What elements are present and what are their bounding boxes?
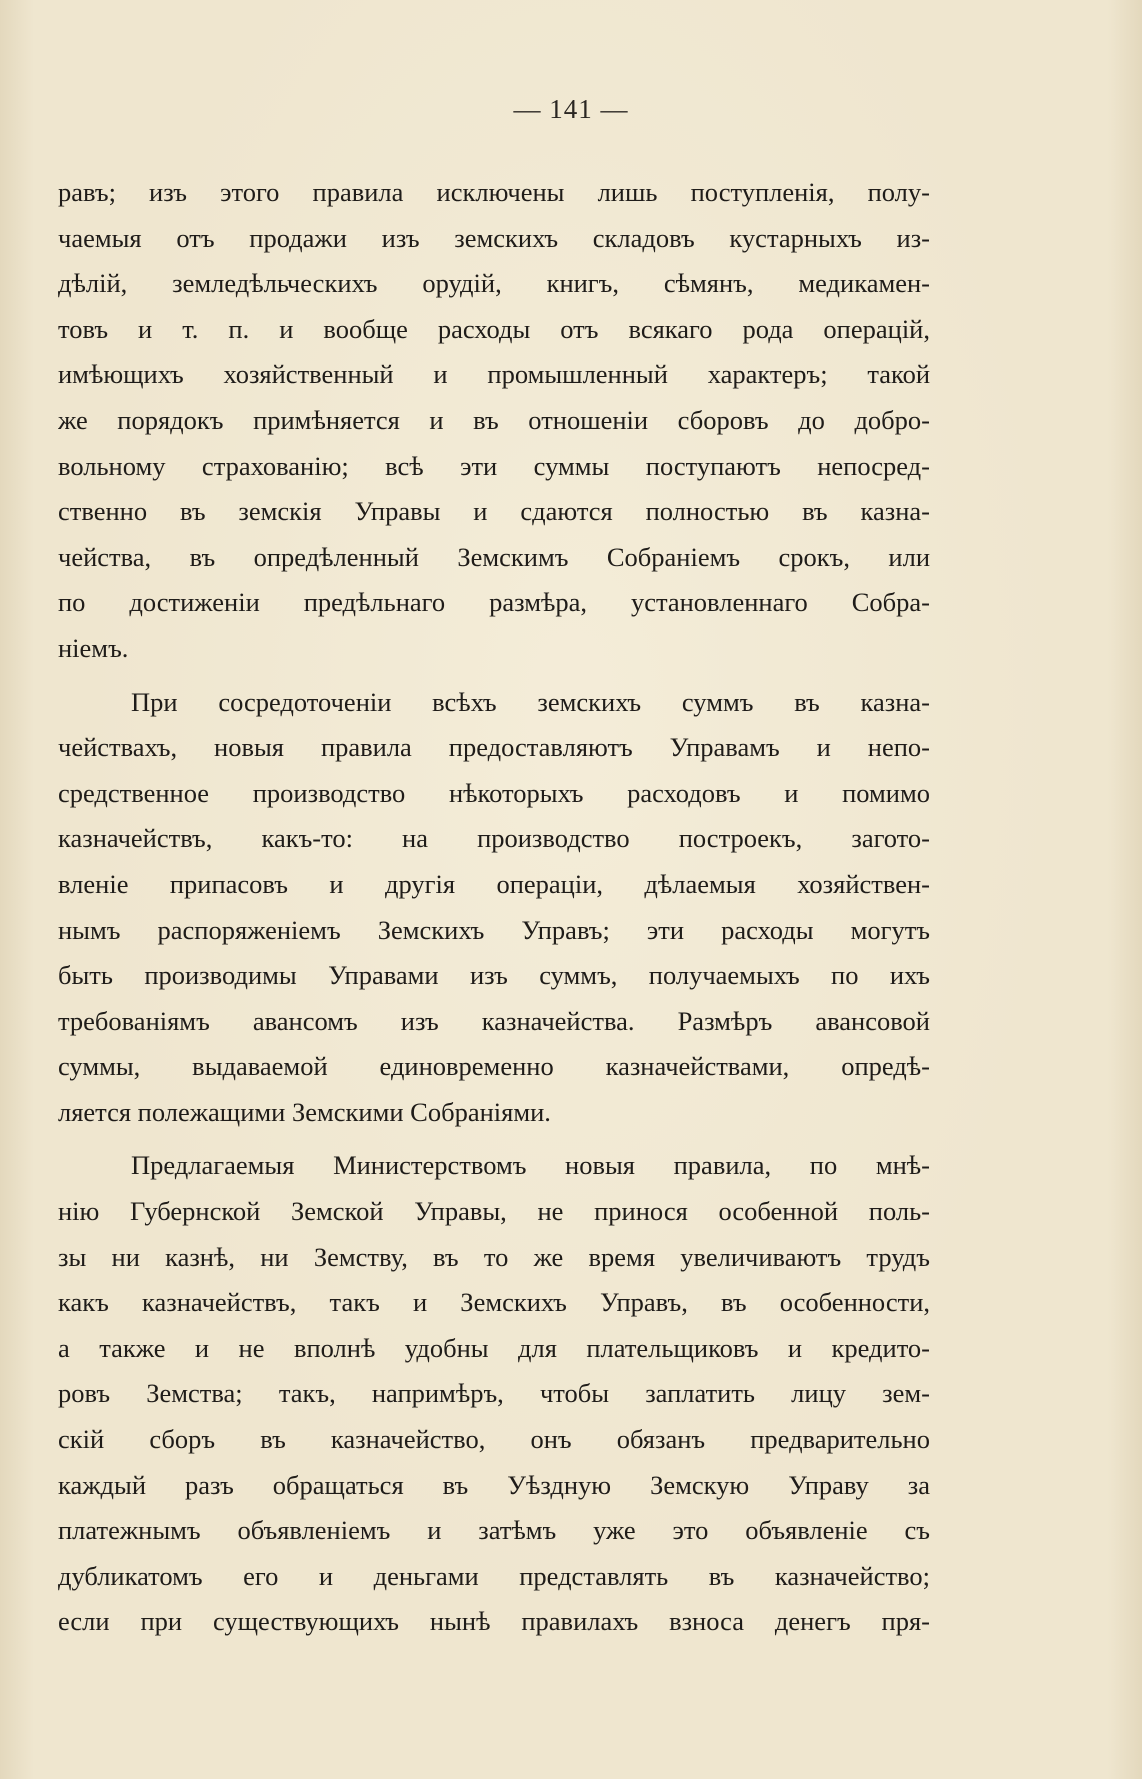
text-line: казначействъ, какъ-то: на производство построекъ, загото-: [58, 823, 930, 854]
text-line: если при существующихъ нынѣ правилахъ взноса денегъ пря-: [58, 1606, 930, 1637]
text-line: Предлагаемыя Министерствомъ новыя правила, по мнѣ-: [131, 1150, 930, 1181]
text-line: каждый разъ обращаться въ Уѣздную Земскую Управу за: [58, 1469, 930, 1500]
paragraph-1: [58, 170, 930, 672]
text-line: чейства, въ опредѣленный Земскимъ Собраніемъ срокъ, или: [58, 541, 930, 572]
text-line: дѣлій, земледѣльческихъ орудій, книгъ, сѣмянъ, медикамен-: [58, 268, 930, 299]
paragraph-3: [58, 1143, 930, 1645]
text-line: средственное производство нѣкоторыхъ расходовъ и помимо: [58, 777, 930, 808]
text-line: равъ; изъ этого правила исключены лишь поступленія, полу-: [58, 177, 930, 207]
text-line: товъ и т. п. и вообще расходы отъ всякаго рода операцій,: [58, 313, 930, 344]
paragraph-2: [58, 680, 930, 1136]
text-line: вольному страхованію; всѣ эти суммы поступаютъ непосред-: [58, 450, 930, 481]
text-line: ственно въ земскія Управы и сдаются полностью въ казна-: [58, 496, 930, 527]
text-line: скій сборъ въ казначейство, онъ обязанъ предварительно: [58, 1424, 930, 1455]
text-line: какъ казначействъ, такъ и Земскихъ Управъ, въ особенности,: [58, 1287, 930, 1318]
text-line: быть производимы Управами изъ суммъ, получаемыхъ по ихъ: [58, 960, 930, 991]
text-line: ровъ Земства; такъ, напримѣръ, чтобы заплатить лицу зем-: [58, 1378, 930, 1409]
text-line: нію Губернской Земской Управы, не принося особенной поль-: [58, 1196, 930, 1227]
text-line: ніемъ.: [58, 632, 129, 663]
text-line: чаемыя отъ продажи изъ земскихъ складовъ кустарныхъ из-: [58, 222, 930, 253]
text-line: вленіе припасовъ и другія операціи, дѣлаемыя хозяйствен-: [58, 868, 930, 899]
text-line: дубликатомъ его и деньгами представлять въ казначейство;: [58, 1560, 930, 1591]
text-line: же порядокъ примѣняется и въ отношеніи сборовъ до добро-: [58, 404, 930, 435]
text-line: зы ни казнѣ, ни Земству, въ то же время увеличиваютъ трудъ: [58, 1241, 930, 1272]
text-line: При сосредоточеніи всѣхъ земскихъ суммъ въ казна-: [131, 686, 930, 717]
body-text: [58, 170, 930, 1645]
text-line: требованіямъ авансомъ изъ казначейства. Размѣръ авансовой: [58, 1005, 930, 1036]
text-line: суммы, выдаваемой единовременно казначействами, опредѣ-: [58, 1051, 930, 1082]
text-line: чействахъ, новыя правила предоставляютъ Управамъ и непо-: [58, 732, 930, 763]
text-line: нымъ распоряженіемъ Земскихъ Управъ; эти расходы могутъ: [58, 914, 930, 945]
text-line: по достиженіи предѣльнаго размѣра, установленнаго Собра-: [58, 587, 930, 618]
text-line: платежнымъ объявленіемъ и затѣмъ уже это объявленіе съ: [58, 1515, 930, 1546]
text-line: имѣющихъ хозяйственный и промышленный характеръ; такой: [58, 359, 930, 390]
page-number: — 141 —: [513, 94, 629, 124]
text-line: ляется полежащими Земскими Собраніями.: [58, 1096, 551, 1127]
text-line: а также и не вполнѣ удобны для плательщиковъ и кредито-: [58, 1332, 930, 1363]
